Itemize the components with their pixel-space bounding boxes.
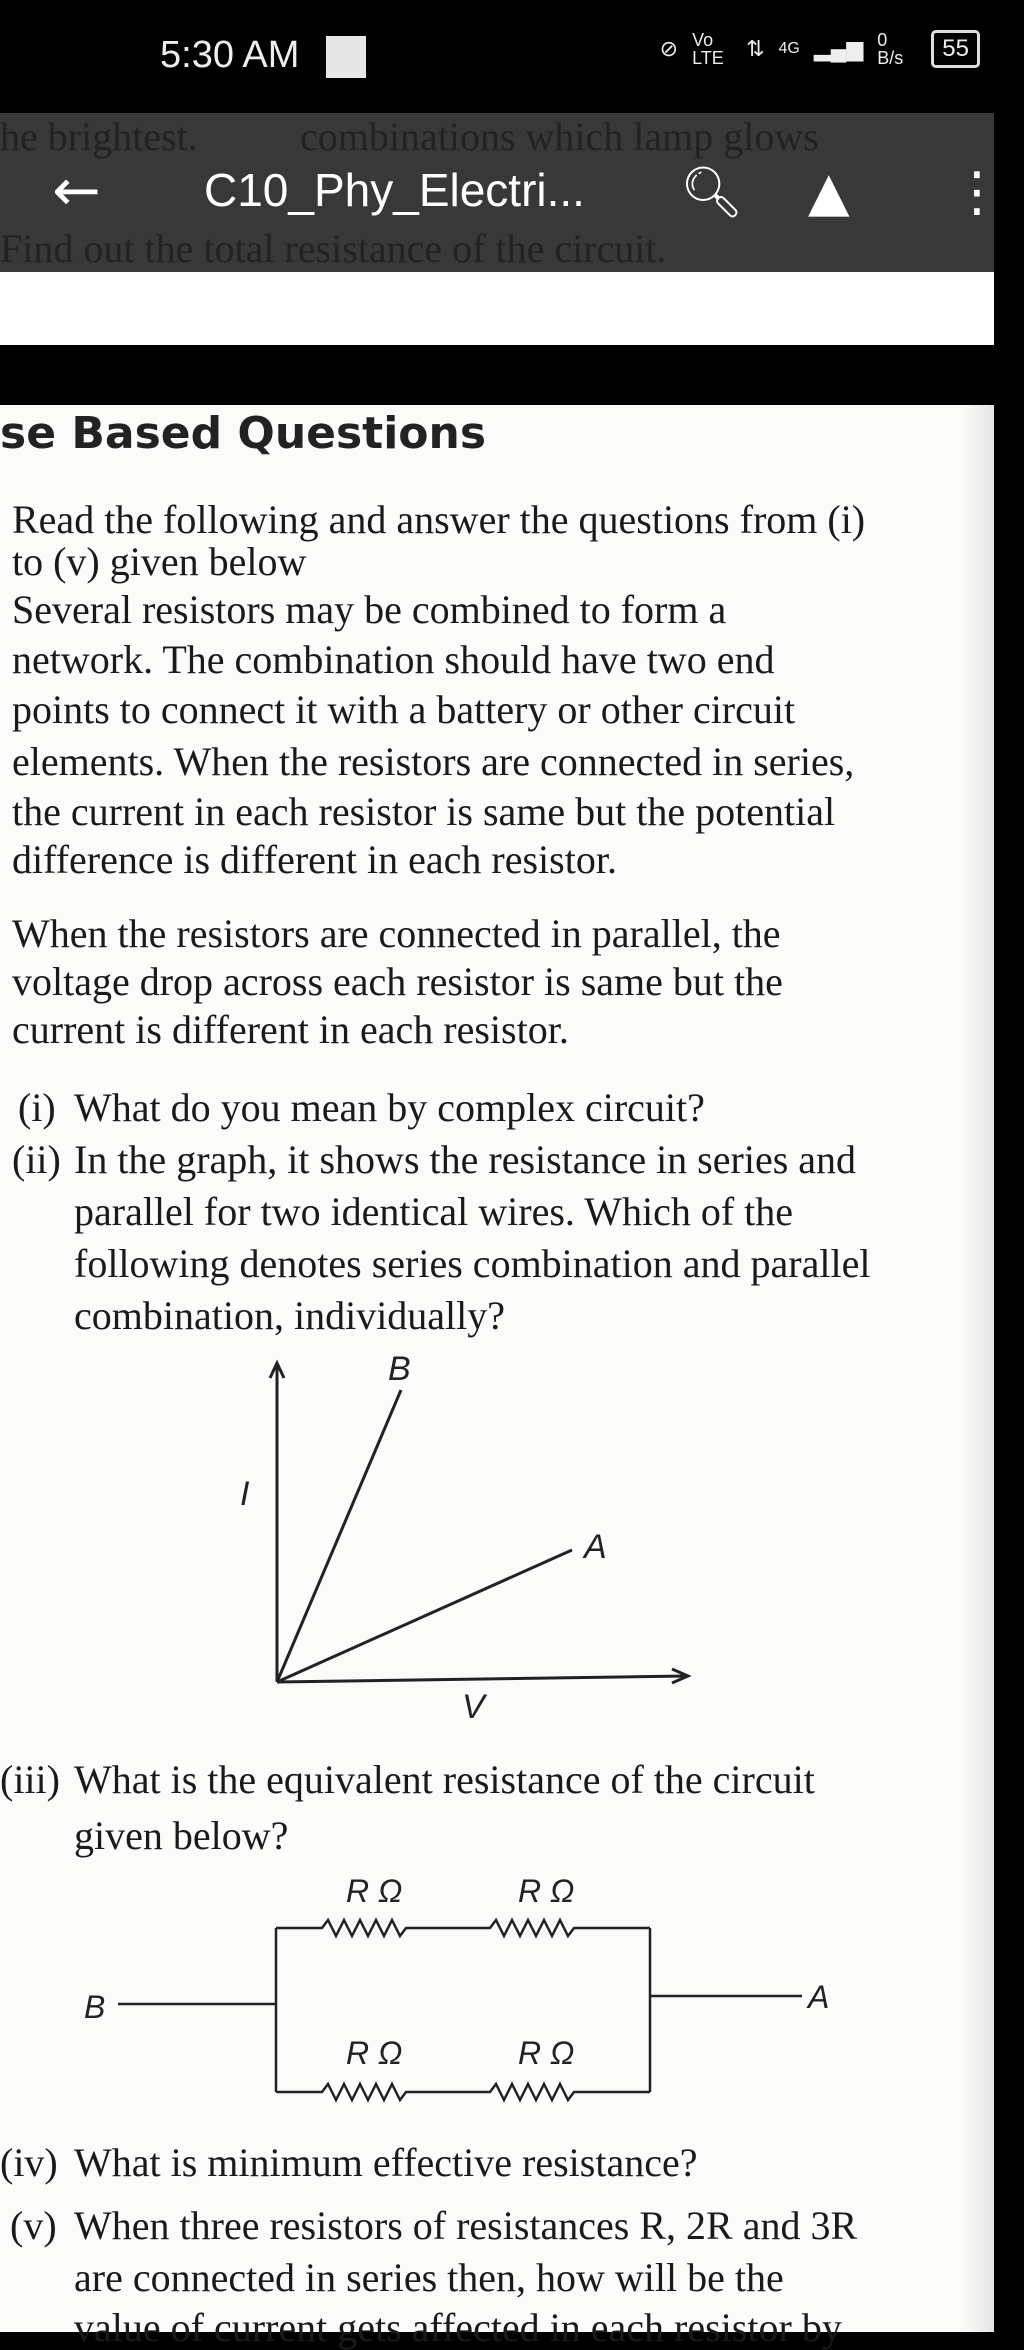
bottom-branch-resistors <box>276 2084 650 2100</box>
question-number: (ii) <box>12 1137 61 1182</box>
text-line: Several resistors may be combined to form a <box>12 587 727 632</box>
top-branch-resistors <box>276 1920 650 1936</box>
ghost-text: combinations which lamp glows <box>300 114 819 159</box>
document-title: C10_Phy_Electri... <box>204 164 585 216</box>
signal-label: 4G <box>778 40 800 57</box>
y-axis-label: I <box>240 1475 250 1513</box>
back-arrow-icon[interactable]: ← <box>52 156 101 224</box>
circuit-diagram <box>118 1920 802 2100</box>
iv-graph <box>270 1363 688 1683</box>
question-text: value of current gets affected in each resistor by <box>74 2305 842 2350</box>
resistor-label: R Ω <box>518 1873 575 1909</box>
section-heading: se Based Questions <box>0 408 487 459</box>
question-text: What is the equivalent resistance of the circuit <box>74 1757 815 1802</box>
data-arrows-icon: ⇅ <box>746 36 765 61</box>
add-to-drive-icon[interactable]: ▲ <box>808 160 850 223</box>
resistor-label: R Ω <box>518 2035 575 2071</box>
text-line: difference is different in each resistor. <box>12 837 617 882</box>
text-line: to (v) given below <box>12 539 307 584</box>
question-text: What is minimum effective resistance? <box>74 2140 698 2185</box>
question-text: When three resistors of resistances R, 2R and 3R <box>74 2203 858 2248</box>
text-line: Read the following and answer the questions from (i) <box>12 497 866 542</box>
volte-label: Vo LTE <box>692 30 724 68</box>
text-line: network. The combination should have two end <box>12 637 775 682</box>
question-number: (v) <box>10 2203 57 2248</box>
question-number: (i) <box>18 1085 56 1130</box>
terminal-a-label: A <box>808 1979 830 2015</box>
ghost-text: Find out the total resistance of the circuit. <box>0 226 667 271</box>
resistor-label: R Ω <box>346 2035 403 2071</box>
ghost-text: he brightest. <box>0 114 198 159</box>
question-text: following denotes series combination and parallel <box>74 1241 871 1286</box>
question-text: are connected in series then, how will be the <box>74 2255 784 2300</box>
text-line: When the resistors are connected in parallel, the <box>12 911 781 956</box>
line-b <box>277 1390 401 1682</box>
question-text: In the graph, it shows the resistance in series and <box>74 1137 857 1182</box>
x-axis <box>277 1676 686 1682</box>
search-document-icon[interactable]: 🔍︎ <box>680 163 744 221</box>
more-options-icon[interactable]: ⋮ <box>950 160 1004 223</box>
question-text: parallel for two identical wires. Which of the <box>74 1189 794 1234</box>
line-a <box>277 1550 572 1682</box>
line-b-label: B <box>388 1350 411 1388</box>
text-line: elements. When the resistors are connected in series, <box>12 739 855 784</box>
resistor-label: R Ω <box>346 1873 403 1909</box>
net-speed: 0 B/s <box>877 30 904 68</box>
text-line: the current in each resistor is same but the potential <box>12 789 836 834</box>
line-a-label: A <box>584 1528 607 1566</box>
dnd-icon: ⊘ <box>659 36 679 61</box>
clock: 5:30 AM <box>160 34 300 76</box>
question-text: combination, individually? <box>74 1293 506 1338</box>
battery-icon: 55 <box>931 30 980 68</box>
text-line: points to connect it with a battery or other circuit <box>12 687 796 732</box>
wires <box>118 1928 802 2092</box>
question-number: (iii) <box>0 1757 60 1802</box>
question-number: (iv) <box>0 2140 58 2185</box>
question-text: given below? <box>74 1813 289 1858</box>
x-axis-label: V <box>462 1688 485 1726</box>
signal-icon: ▂▄▆ <box>813 36 864 61</box>
text-line: voltage drop across each resistor is same but the <box>12 959 783 1004</box>
terminal-b-label: B <box>84 1989 106 2025</box>
text-line: current is different in each resistor. <box>12 1007 569 1052</box>
question-text: What do you mean by complex circuit? <box>74 1085 705 1130</box>
